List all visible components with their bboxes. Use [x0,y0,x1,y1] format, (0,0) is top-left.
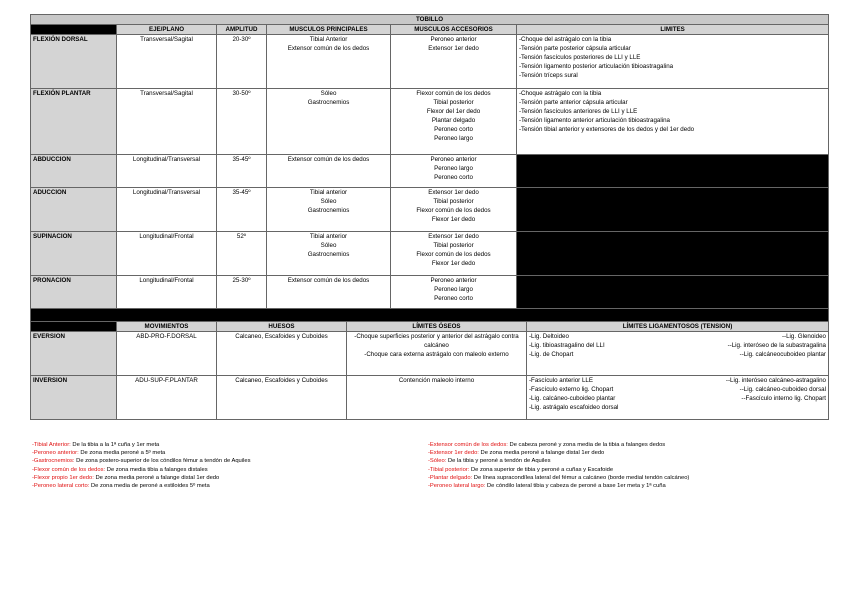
accessory-muscle: Plantar delgado [431,117,476,124]
limits-cell [517,155,829,188]
ligament-right: --Lig. Glenoideo [781,333,826,340]
movement-row [31,276,829,309]
ligament-right: --Lig. interóseo calcáneo-astragalino [725,377,826,384]
limit-item: -Tensión fascículos anteriores de LLI y LLE [519,108,638,115]
limit-item: -Choque del astrágalo con la tibia [519,36,612,43]
accessory-muscle: Peroneo largo [434,286,473,293]
accessory-muscle: Flexor 1er dedo [431,216,476,223]
header-limits: LIMITES [517,25,829,35]
legend-item [428,457,832,465]
accessory-muscle: Tibial posterior [433,99,474,106]
limits-cell [517,188,829,232]
legend-muscle-name: -Extensor común de los dedos: [428,442,508,448]
header-corner [31,25,117,35]
limit-item: -Choque astrágalo con la tibia [519,90,602,97]
movement-row [31,155,829,188]
ligament-left: -Lig. Deltoideo [529,333,569,340]
legend-muscle-desc: De la tibia a la 1ª cuña y 1er meta [70,442,160,448]
legend-muscle-name: -Sóleo: [428,458,447,465]
movement-name: FLEXIÓN DORSAL [31,35,117,89]
legend-muscle-name: -Extensor 1er dedo: [428,450,479,457]
movement2-row [31,376,829,420]
accessory-muscle: Extensor 1er dedo [428,189,479,196]
limit-item: -Tensión tríceps sural [519,72,578,79]
header2-corner [31,322,117,332]
ligament-line [529,350,826,359]
legend-item [428,441,832,449]
legend-item [32,441,422,449]
legend-muscle-desc: De zona media de peroné a estiloides 5º meta [89,483,210,490]
main-muscle: Tibial anterior [309,189,348,196]
header-accessory-muscles: MUSCULOS ACCESORIOS [391,25,517,35]
legend-muscle-desc: De zona superior de tibia y peroné a cuñas y Escafoide [469,466,614,473]
legend-muscle-desc: De cabeza peroné y zona media de la tibia a falanges dedos [507,442,666,448]
movement-axis: Longitudinal/Frontal [117,276,217,309]
limit-item: -Tensión fascículos posteriores de LLI y LLE [519,54,641,61]
main-muscle: Extensor común de los dedos [287,156,370,163]
main-muscles-cell [267,89,391,155]
movement2-bones: Calcaneo, Escafoides y Cuboides [217,376,347,420]
accessory-muscle: Peroneo anterior [430,36,477,43]
limit-item: -Tensión tibial anterior y extensores de los dedos y del 1er dedo [519,126,695,133]
movement-amplitude: 52º [217,232,267,276]
header-main-muscles: MUSCULOS PRINCIPALES [267,25,391,35]
legend-item [428,449,832,457]
main-muscles-cell [267,35,391,89]
legend-muscle-desc: De zona media peroné a 5º meta [78,450,166,457]
limit-item: -Tensión ligamento anterior articulación tibioastragalina [519,117,670,124]
header-bones: HUESOS [217,322,347,332]
movement-axis: Longitudinal/Transversal [117,155,217,188]
accessory-muscle: Peroneo largo [434,135,473,142]
limit-item: -Tensión parte posterior cápsula articular [519,45,631,52]
main-muscles-cell [267,155,391,188]
ligament-line [529,385,826,394]
legend-item [428,466,832,474]
movement-row [31,89,829,155]
ligament-line [529,332,826,341]
ligament-left: -Fascículo anterior LLE [529,377,593,384]
ligament-right: --Lig. interóseo de la subastragalina [727,342,826,349]
accessory-muscle: Peroneo anterior [430,156,477,163]
accessory-muscles-cell [391,35,517,89]
ligament-left: -Lig. calcáneo-cuboideo plantar [529,395,616,402]
ligament-line [529,403,826,412]
limits-cell [517,89,829,155]
bone-limit: Contención maleolo interno [398,377,475,384]
legend-muscle-name: -Peroneo anterior: [32,450,79,457]
legend-item [32,466,422,474]
main-muscle: Sóleo [320,198,337,205]
main-muscle: Extensor común de los dedos [287,277,370,284]
main-muscle: Sóleo [320,242,337,249]
legend-muscle-name: -Peroneo lateral largo: [428,483,486,490]
movement-row [31,35,829,89]
legend-muscle-name: -Flexor común de los dedos: [32,466,106,473]
legend-muscle-desc: De zona media tibia a falanges distales [105,466,208,473]
movement-amplitude: 35-45º [217,155,267,188]
limits-cell [517,276,829,309]
accessory-muscle: Flexor común de los dedos [416,251,491,258]
ankle-sheet [30,14,828,420]
accessory-muscle: Peroneo corto [434,174,473,181]
legend-item [428,474,832,482]
accessory-muscle: Extensor 1er dedo [428,45,479,52]
movement-name: ADUCCION [31,188,117,232]
movement-axis: Longitudinal/Frontal [117,232,217,276]
main-muscle: Extensor común de los dedos [287,45,370,52]
legend-muscle-name: -Tibial Anterior: [32,442,71,448]
ligament-line [529,376,826,385]
accessory-muscles-cell [391,276,517,309]
legend-muscle-name: -Gastrocnemios: [32,458,75,465]
legend-muscle-desc: De la tibia y peroné a tendón de Aquiles [446,458,551,465]
table2-header-row [31,322,829,332]
bone-limits-cell [347,376,527,420]
accessory-muscle: Flexor común de los dedos [416,90,491,97]
header-ligament-limits: LÍMITES LIGAMENTOSOS (TENSION) [527,322,829,332]
main-muscles-cell [267,276,391,309]
movement2-name: INVERSION [31,376,117,420]
ligament-right: --Lig. calcáneocuboideo plantar [739,351,826,358]
movement2-combo: ABD-PRO-F.DORSAL [117,332,217,376]
accessory-muscle: Flexor del 1er dedo [426,108,481,115]
accessory-muscle: Tibial posterior [433,198,474,205]
bone-limit: -Choque superficies posterior y anterior del astrágalo contra calcáneo [354,333,519,349]
ligament-left: -Lig. tibioastragalino del LLI [529,342,605,349]
ligament-line [529,394,826,403]
legend-item [32,449,422,457]
main-muscle: Gastrocnemios [307,207,350,214]
accessory-muscle: Flexor común de los dedos [416,207,491,214]
movement2-combo: ADU-SUP-F.PLANTAR [117,376,217,420]
ligament-limits-cell [527,376,829,420]
legend-muscle-desc: De zona media peroné a falange distal 1er dedo [478,450,605,457]
legend-item [32,457,422,465]
ligament-left: -Lig. astrágalo escafoideo dorsal [529,404,619,411]
accessory-muscle: Extensor 1er dedo [428,233,479,240]
bone-limits-cell [347,332,527,376]
main-muscles-cell [267,232,391,276]
movement2-name: EVERSION [31,332,117,376]
table-header-row [31,25,829,35]
limits-cell [517,35,829,89]
movement-amplitude: 25-30º [217,276,267,309]
ligament-right: --Fascículo interno lig. Chopart [741,395,826,402]
legend-right-column [428,441,832,490]
movement2-row [31,332,829,376]
ligament-limits-cell [527,332,829,376]
limit-item: -Tensión ligamento posterior articulación tibioastragalina [519,63,674,70]
accessory-muscle: Tibial posterior [433,242,474,249]
legend-muscle-desc: De zona media peroné a falange distal 1er dedo [93,474,220,481]
movement-name: SUPINACION [31,232,117,276]
legend-left-column [32,441,422,490]
main-muscle: Tibial anterior [309,233,348,240]
movement-name: PRONACION [31,276,117,309]
ligament-right: --Lig. calcáneo-cuboideo dorsal [739,386,826,393]
legend-item [428,482,832,490]
accessory-muscle: Peroneo anterior [430,277,477,284]
legend-muscle-desc: De cóndilo lateral tibia y cabeza de peroné a base 1er meta y 1ª cuña [485,483,666,490]
movement-axis: Longitudinal/Transversal [117,188,217,232]
movement-row [31,188,829,232]
accessory-muscle: Peroneo largo [434,165,473,172]
main-muscle: Gastrocnemios [307,251,350,258]
header-movements: MOVIMIENTOS [117,322,217,332]
legend-item [32,482,422,490]
ligament-left: -Fascículo externo lig. Chopart [529,386,614,393]
movement2-bones: Calcaneo, Escafoides y Cuboides [217,332,347,376]
main-muscles-cell [267,188,391,232]
section-divider [31,309,829,322]
legend-muscle-desc: De línea supracondílea lateral del fémur a calcáneo (borde medial tendón calcáneo) [472,474,690,481]
accessory-muscles-cell [391,232,517,276]
legend-muscle-name: -Flexor propio 1er dedo: [32,474,94,481]
eversion-inversion-table [30,321,829,420]
header-bone-limits: LÍMITES ÓSEOS [347,322,527,332]
movement-axis: Transversal/Sagital [117,35,217,89]
accessory-muscle: Peroneo corto [434,126,473,133]
legend-muscle-name: -Plantar delgado: [428,474,473,481]
limit-item: -Tensión parte anterior cápsula articular [519,99,628,106]
movement-name: ABDUCCION [31,155,117,188]
accessory-muscles-cell [391,89,517,155]
accessory-muscles-cell [391,155,517,188]
movement-row [31,232,829,276]
ligament-left: -Lig. de Chopart [529,351,574,358]
bone-limit: -Choque cara externa astrágalo con maleolo externo [364,351,509,358]
legend-item [32,474,422,482]
main-muscle: Tibial Anterior [309,36,348,43]
limits-cell [517,232,829,276]
legend-muscle-name: -Tibial posterior: [428,466,470,473]
movement-name: FLEXIÓN PLANTAR [31,89,117,155]
ankle-movements-table [30,14,829,322]
legend-muscle-desc: De zona postero-superior de los cóndilos fémur a tendón de Aquiles [74,458,251,465]
main-muscle: Gastrocnemios [307,99,350,106]
header-amplitude: AMPLITUD [217,25,267,35]
legend-muscle-name: -Peroneo lateral corto: [32,483,90,490]
movement-amplitude: 20-30º [217,35,267,89]
movement-amplitude: 35-45º [217,188,267,232]
main-muscle: Sóleo [320,90,337,97]
movement-amplitude: 30-50º [217,89,267,155]
table-title: TOBILLO [31,15,829,25]
accessory-muscles-cell [391,188,517,232]
accessory-muscle: Peroneo corto [434,295,473,302]
header-axis: EJE/PLANO [117,25,217,35]
movement-axis: Transversal/Sagital [117,89,217,155]
accessory-muscle: Flexor 1er dedo [431,260,476,267]
ligament-line [529,341,826,350]
